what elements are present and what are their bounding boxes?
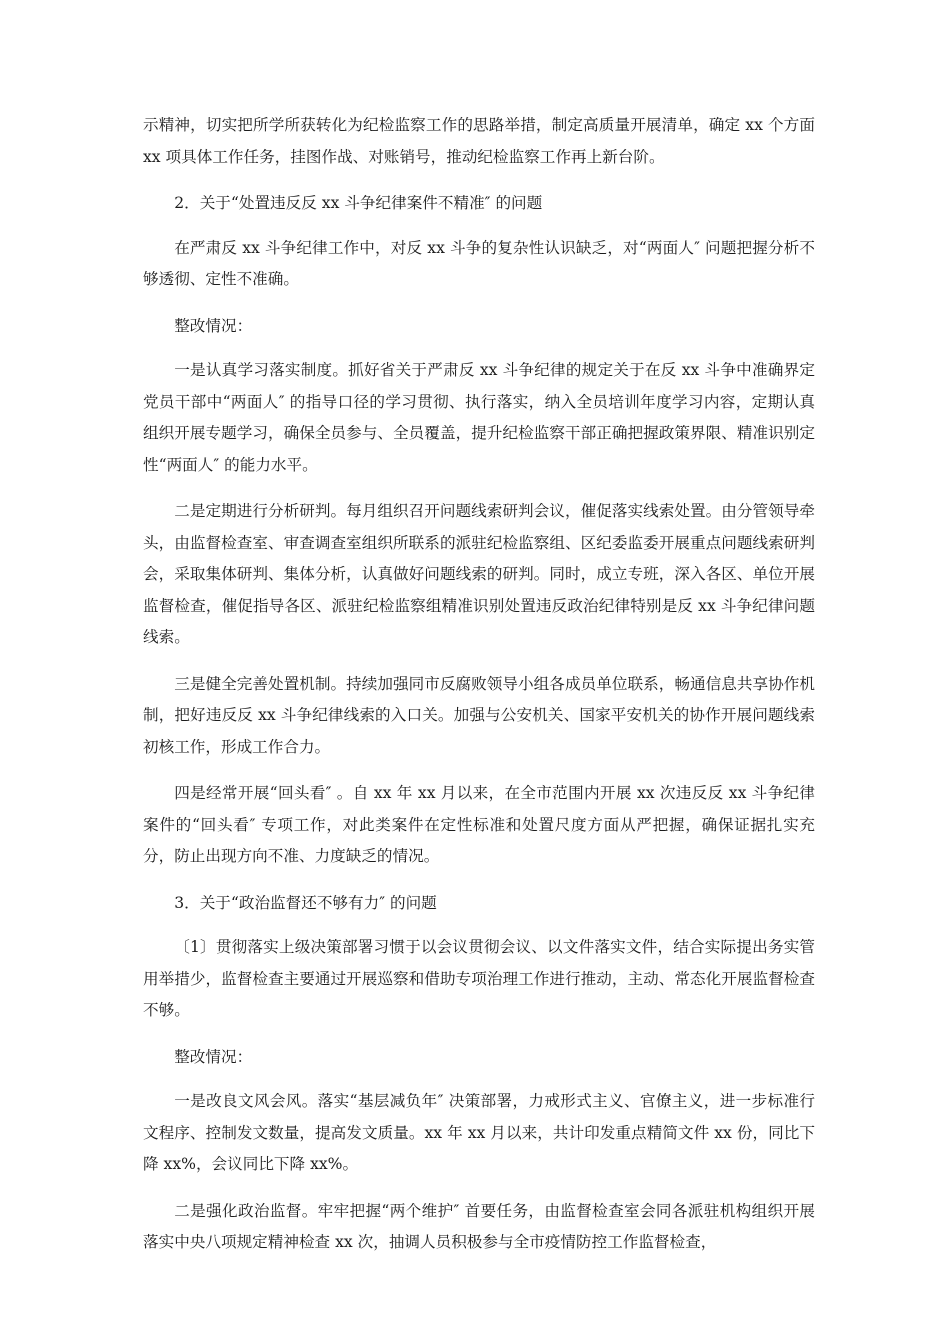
rectification-heading: 整改情况： [174,1047,253,1066]
document-body [143,110,815,1274]
rectification-heading: 整改情况： [174,316,253,335]
section-heading-2: 2．关于“处置违反反 xx 斗争纪律案件不精准″ 的问题 [174,194,543,212]
problem-description-3: 〔1〕贯彻落实上级决策部署习惯于以会议贯彻会议、以文件落实文件，结合实际提出务实管用举措少，监督检查主要通过开展巡察和借助专项治理工作进行推动，主动、常态化开展监督检查不够。 [143,938,815,1019]
measure-paragraph-3: 三是健全完善处置机制。持续加强同市反腐败领导小组各成员单位联系，畅通信息共享协作机制，把好违反反 xx 斗争纪律线索的入口关。加强与公安机关、国家平安机关的协作开展问题线索初核工作，形成工作合力。 [143,674,815,756]
measure-paragraph-2: 二是定期进行分析研判。每月组织召开问题线索研判会议，催促落实线索处置。由分管领导牵头，由监督检查室、审查调查室组织所联系的派驻纪检监察组、区纪委监委开展重点问题线索研判会，采取集体研判、集体分析，认真做好问题线索的研判。同时，成立专班，深入各区、单位开展监督检查，催促指导各区、派驻纪检监察组精准识别处置违反政治纪律特别是反 xx 斗争纪律问题线索。 [143,502,815,646]
measure-paragraph-4: 四是经常开展“回头看″ 。自 xx 年 xx 月以来，在全市范围内开展 xx 次违反反 xx 斗争纪律案件的“回头看″ 专项工作，对此类案件在定性标准和处置尺度方面从严把握，确保证据扎实充分，防止出现方向不准、力度缺乏的情况。 [143,784,815,865]
section-heading-3: 3．关于“政治监督还不够有力″ 的问题 [174,893,437,912]
measure-paragraph-1: 一是认真学习落实制度。抓好省关于严肃反 xx 斗争纪律的规定关于在反 xx 斗争中准确界定党员干部中“两面人″ 的指导口径的学习贯彻、执行落实，纳入全员培训年度学习内容，定期认真组织开展专题学习，确保全员参与、全员覆盖，提升纪检监察干部正确把握政策界限、精准识别定性“两面人″ 的能力水平。 [143,361,815,474]
measure-paragraph-5: 一是改良文风会风。落实“基层减负年″ 决策部署，力戒形式主义、官僚主义，进一步标准行文程序、控制发文数量，提高发文质量。xx 年 xx 月以来，共计印发重点精简文件 xx 份，同比下降 xx%，会议同比下降 xx%。 [143,1092,815,1173]
problem-description-2: 在严肃反 xx 斗争纪律工作中，对反 xx 斗争的复杂性认识缺乏，对“两面人″ 问题把握分析不够透彻、定性不准确。 [143,238,815,288]
measure-paragraph-6: 二是强化政治监督。牢牢把握“两个维护″ 首要任务，由监督检查室会同各派驻机构组织开展落实中央八项规定精神检查 xx 次，抽调人员积极参与全市疫情防控工作监督检查， [143,1201,815,1251]
paragraph-continuation: 示精神，切实把所学所获转化为纪检监察工作的思路举措，制定高质量开展清单，确定 xx 个方面 xx 项具体工作任务，挂图作战、对账销号，推动纪检监察工作再上新台阶。 [143,116,815,166]
